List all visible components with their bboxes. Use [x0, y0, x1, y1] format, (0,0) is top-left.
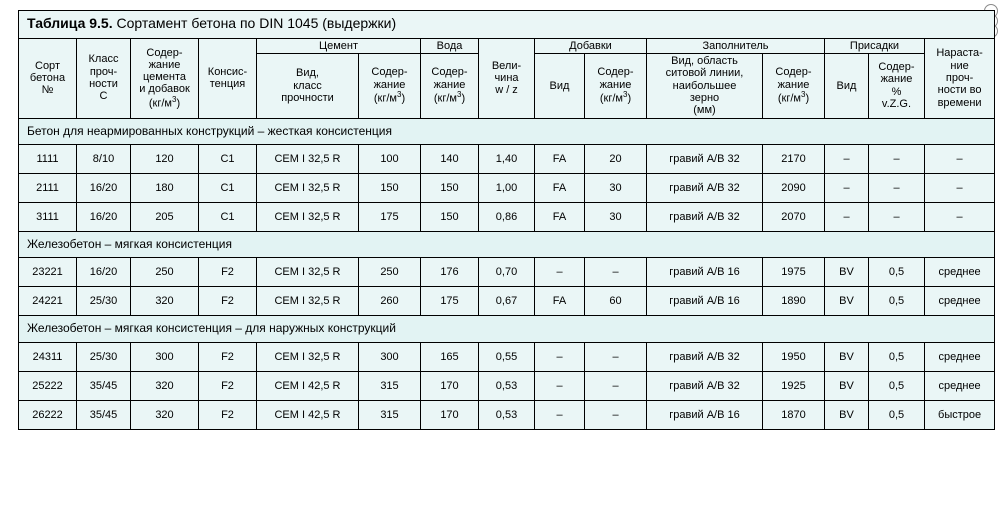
cell-aggregate-type: гравий A/B 16 [647, 258, 763, 287]
cell-water: 175 [421, 287, 479, 316]
cell-strength-growth: быстрое [925, 400, 995, 429]
cell-grade: 25222 [19, 371, 77, 400]
cell-additive-amount: 30 [585, 202, 647, 231]
table-row [19, 202, 995, 231]
cell-admixture-type: BV [825, 371, 869, 400]
cell-consistency: C1 [199, 173, 257, 202]
cell-additive-amount: 60 [585, 287, 647, 316]
cell-strength-growth: среднее [925, 287, 995, 316]
cell-additive-amount: – [585, 342, 647, 371]
cell-strength-growth: среднее [925, 342, 995, 371]
header-group-cement: Цемент [257, 38, 421, 53]
cell-admixture-amount: – [869, 173, 925, 202]
table-row [19, 400, 995, 429]
cell-cement-amount: 150 [359, 173, 421, 202]
cell-wz: 0,70 [479, 258, 535, 287]
cell-additive-type: – [535, 371, 585, 400]
cell-strength-growth: – [925, 144, 995, 173]
cell-additive-type: FA [535, 287, 585, 316]
cell-consistency: F2 [199, 287, 257, 316]
cell-strength-growth: – [925, 173, 995, 202]
cell-cement-content: 320 [131, 287, 199, 316]
cell-grade: 2111 [19, 173, 77, 202]
table-title-number: Таблица 9.5. [27, 15, 113, 31]
cell-additive-type: – [535, 342, 585, 371]
cell-aggregate-type: гравий A/B 16 [647, 400, 763, 429]
cell-water: 150 [421, 202, 479, 231]
cell-consistency: C1 [199, 144, 257, 173]
cell-cement-content: 250 [131, 258, 199, 287]
cell-cement-type: CEM I 32,5 R [257, 342, 359, 371]
cell-strength-class: 35/45 [77, 400, 131, 429]
header-group-additives: Добавки [535, 38, 647, 53]
header-admixture-type: Вид [825, 53, 869, 118]
header-aggregate-type: Вид, область ситовой линии, наибольшее зерно (мм) [647, 53, 763, 118]
cell-cement-content: 320 [131, 371, 199, 400]
cell-admixture-amount: – [869, 144, 925, 173]
cell-admixture-amount: 0,5 [869, 342, 925, 371]
header-aggregate-amount: Содер- жание $(кг/м^3)$ [763, 53, 825, 118]
header-strength-class: Класс проч- ности C [77, 38, 131, 118]
cell-aggregate-type: гравий A/B 32 [647, 202, 763, 231]
cell-cement-type: CEM I 32,5 R [257, 173, 359, 202]
header-group-water: Вода [421, 38, 479, 53]
table-title-row [19, 11, 995, 39]
header-grade: Сорт бетона № [19, 38, 77, 118]
cell-cement-amount: 250 [359, 258, 421, 287]
header-group-row [19, 38, 995, 53]
section-caption: Железобетон – мягкая консистенция [19, 231, 995, 257]
cell-wz: 0,67 [479, 287, 535, 316]
cell-admixture-amount: 0,5 [869, 400, 925, 429]
cell-additive-amount: – [585, 371, 647, 400]
cell-admixture-amount: 0,5 [869, 371, 925, 400]
cell-cement-content: 120 [131, 144, 199, 173]
header-strength-growth: Нараста- ние проч- ности во времени [925, 38, 995, 118]
cell-cement-type: CEM I 42,5 R [257, 400, 359, 429]
table-title-text: Сортамент бетона по DIN 1045 (выдержки) [112, 15, 397, 31]
cell-admixture-type: BV [825, 342, 869, 371]
section-header-row [19, 316, 995, 342]
cell-aggregate-amount: 1950 [763, 342, 825, 371]
cell-water: 176 [421, 258, 479, 287]
cell-wz: 0,55 [479, 342, 535, 371]
cell-admixture-type: – [825, 144, 869, 173]
cell-strength-class: 25/30 [77, 342, 131, 371]
cell-grade: 24221 [19, 287, 77, 316]
cell-cement-amount: 315 [359, 371, 421, 400]
cell-consistency: F2 [199, 342, 257, 371]
cell-consistency: F2 [199, 258, 257, 287]
cell-aggregate-amount: 2090 [763, 173, 825, 202]
cell-cement-amount: 100 [359, 144, 421, 173]
cell-cement-amount: 175 [359, 202, 421, 231]
cell-admixture-type: – [825, 173, 869, 202]
cell-cement-content: 300 [131, 342, 199, 371]
cell-cement-content: 320 [131, 400, 199, 429]
cell-strength-class: 8/10 [77, 144, 131, 173]
cell-aggregate-type: гравий A/B 32 [647, 144, 763, 173]
table-row [19, 173, 995, 202]
cell-grade: 3111 [19, 202, 77, 231]
cell-cement-content: 180 [131, 173, 199, 202]
cell-consistency: C1 [199, 202, 257, 231]
header-cement-content: Содер- жание цемента и добавок $(кг/м^3)$ [131, 38, 199, 118]
cell-aggregate-type: гравий A/B 32 [647, 173, 763, 202]
cell-cement-type: CEM I 32,5 R [257, 202, 359, 231]
cell-aggregate-amount: 1890 [763, 287, 825, 316]
table-row [19, 287, 995, 316]
cell-admixture-type: – [825, 202, 869, 231]
cell-aggregate-amount: 1925 [763, 371, 825, 400]
cell-admixture-amount: 0,5 [869, 258, 925, 287]
header-cement-amount: Содер- жание $(кг/м^3)$ [359, 53, 421, 118]
cell-cement-type: CEM I 32,5 R [257, 287, 359, 316]
section-header-row [19, 118, 995, 144]
cell-consistency: F2 [199, 371, 257, 400]
cell-strength-class: 25/30 [77, 287, 131, 316]
header-additive-amount: Содер- жание $(кг/м^3)$ [585, 53, 647, 118]
header-wz-value: Вели- чина w / z [479, 38, 535, 118]
header-group-aggregate: Заполнитель [647, 38, 825, 53]
cell-cement-amount: 300 [359, 342, 421, 371]
cell-water: 170 [421, 400, 479, 429]
cell-strength-class: 16/20 [77, 173, 131, 202]
cell-strength-class: 16/20 [77, 202, 131, 231]
header-consistency: Консис- тенция [199, 38, 257, 118]
cell-aggregate-type: гравий A/B 32 [647, 371, 763, 400]
table-container [18, 10, 983, 430]
cell-strength-class: 16/20 [77, 258, 131, 287]
cell-additive-amount: 30 [585, 173, 647, 202]
cell-aggregate-amount: 2070 [763, 202, 825, 231]
cell-grade: 26222 [19, 400, 77, 429]
cell-aggregate-amount: 2170 [763, 144, 825, 173]
table-row [19, 342, 995, 371]
cell-cement-type: CEM I 32,5 R [257, 144, 359, 173]
cell-cement-type: CEM I 42,5 R [257, 371, 359, 400]
cell-water: 165 [421, 342, 479, 371]
cell-grade: 24311 [19, 342, 77, 371]
cell-wz: 0,53 [479, 371, 535, 400]
section-header-row [19, 231, 995, 257]
cell-aggregate-type: гравий A/B 16 [647, 287, 763, 316]
cell-wz: 1,00 [479, 173, 535, 202]
header-group-admixtures: Присадки [825, 38, 925, 53]
cell-strength-growth: – [925, 202, 995, 231]
header-additive-type: Вид [535, 53, 585, 118]
section-caption: Бетон для неармированных конструкций – жесткая консистенция [19, 118, 995, 144]
cell-wz: 0,86 [479, 202, 535, 231]
cell-admixture-amount: – [869, 202, 925, 231]
cell-admixture-type: BV [825, 258, 869, 287]
cell-grade: 23221 [19, 258, 77, 287]
table-row [19, 371, 995, 400]
cell-aggregate-type: гравий A/B 32 [647, 342, 763, 371]
cell-strength-growth: среднее [925, 371, 995, 400]
header-water-amount: Содер- жание $(кг/м^3)$ [421, 53, 479, 118]
section-caption: Железобетон – мягкая консистенция – для наружных конструкций [19, 316, 995, 342]
cell-cement-amount: 260 [359, 287, 421, 316]
cell-cement-amount: 315 [359, 400, 421, 429]
cell-admixture-amount: 0,5 [869, 287, 925, 316]
cell-additive-amount: – [585, 258, 647, 287]
cell-consistency: F2 [199, 400, 257, 429]
table-title [19, 11, 995, 39]
cell-additive-type: FA [535, 202, 585, 231]
header-cement-type: Вид, класс прочности [257, 53, 359, 118]
cell-water: 140 [421, 144, 479, 173]
cell-cement-type: CEM I 32,5 R [257, 258, 359, 287]
table-row [19, 258, 995, 287]
cell-additive-amount: 20 [585, 144, 647, 173]
cell-cement-content: 205 [131, 202, 199, 231]
header-admixture-amount: Содер- жание % v.Z.G. [869, 53, 925, 118]
cell-wz: 1,40 [479, 144, 535, 173]
cell-grade: 1111 [19, 144, 77, 173]
cell-admixture-type: BV [825, 400, 869, 429]
cell-additive-type: – [535, 400, 585, 429]
cell-strength-class: 35/45 [77, 371, 131, 400]
cell-admixture-type: BV [825, 287, 869, 316]
cell-additive-amount: – [585, 400, 647, 429]
cell-water: 150 [421, 173, 479, 202]
cell-wz: 0,53 [479, 400, 535, 429]
table-row [19, 144, 995, 173]
cell-additive-type: FA [535, 173, 585, 202]
cell-aggregate-amount: 1870 [763, 400, 825, 429]
cell-strength-growth: среднее [925, 258, 995, 287]
concrete-sortiment-table [18, 10, 995, 430]
cell-additive-type: FA [535, 144, 585, 173]
cell-aggregate-amount: 1975 [763, 258, 825, 287]
cell-additive-type: – [535, 258, 585, 287]
cell-water: 170 [421, 371, 479, 400]
